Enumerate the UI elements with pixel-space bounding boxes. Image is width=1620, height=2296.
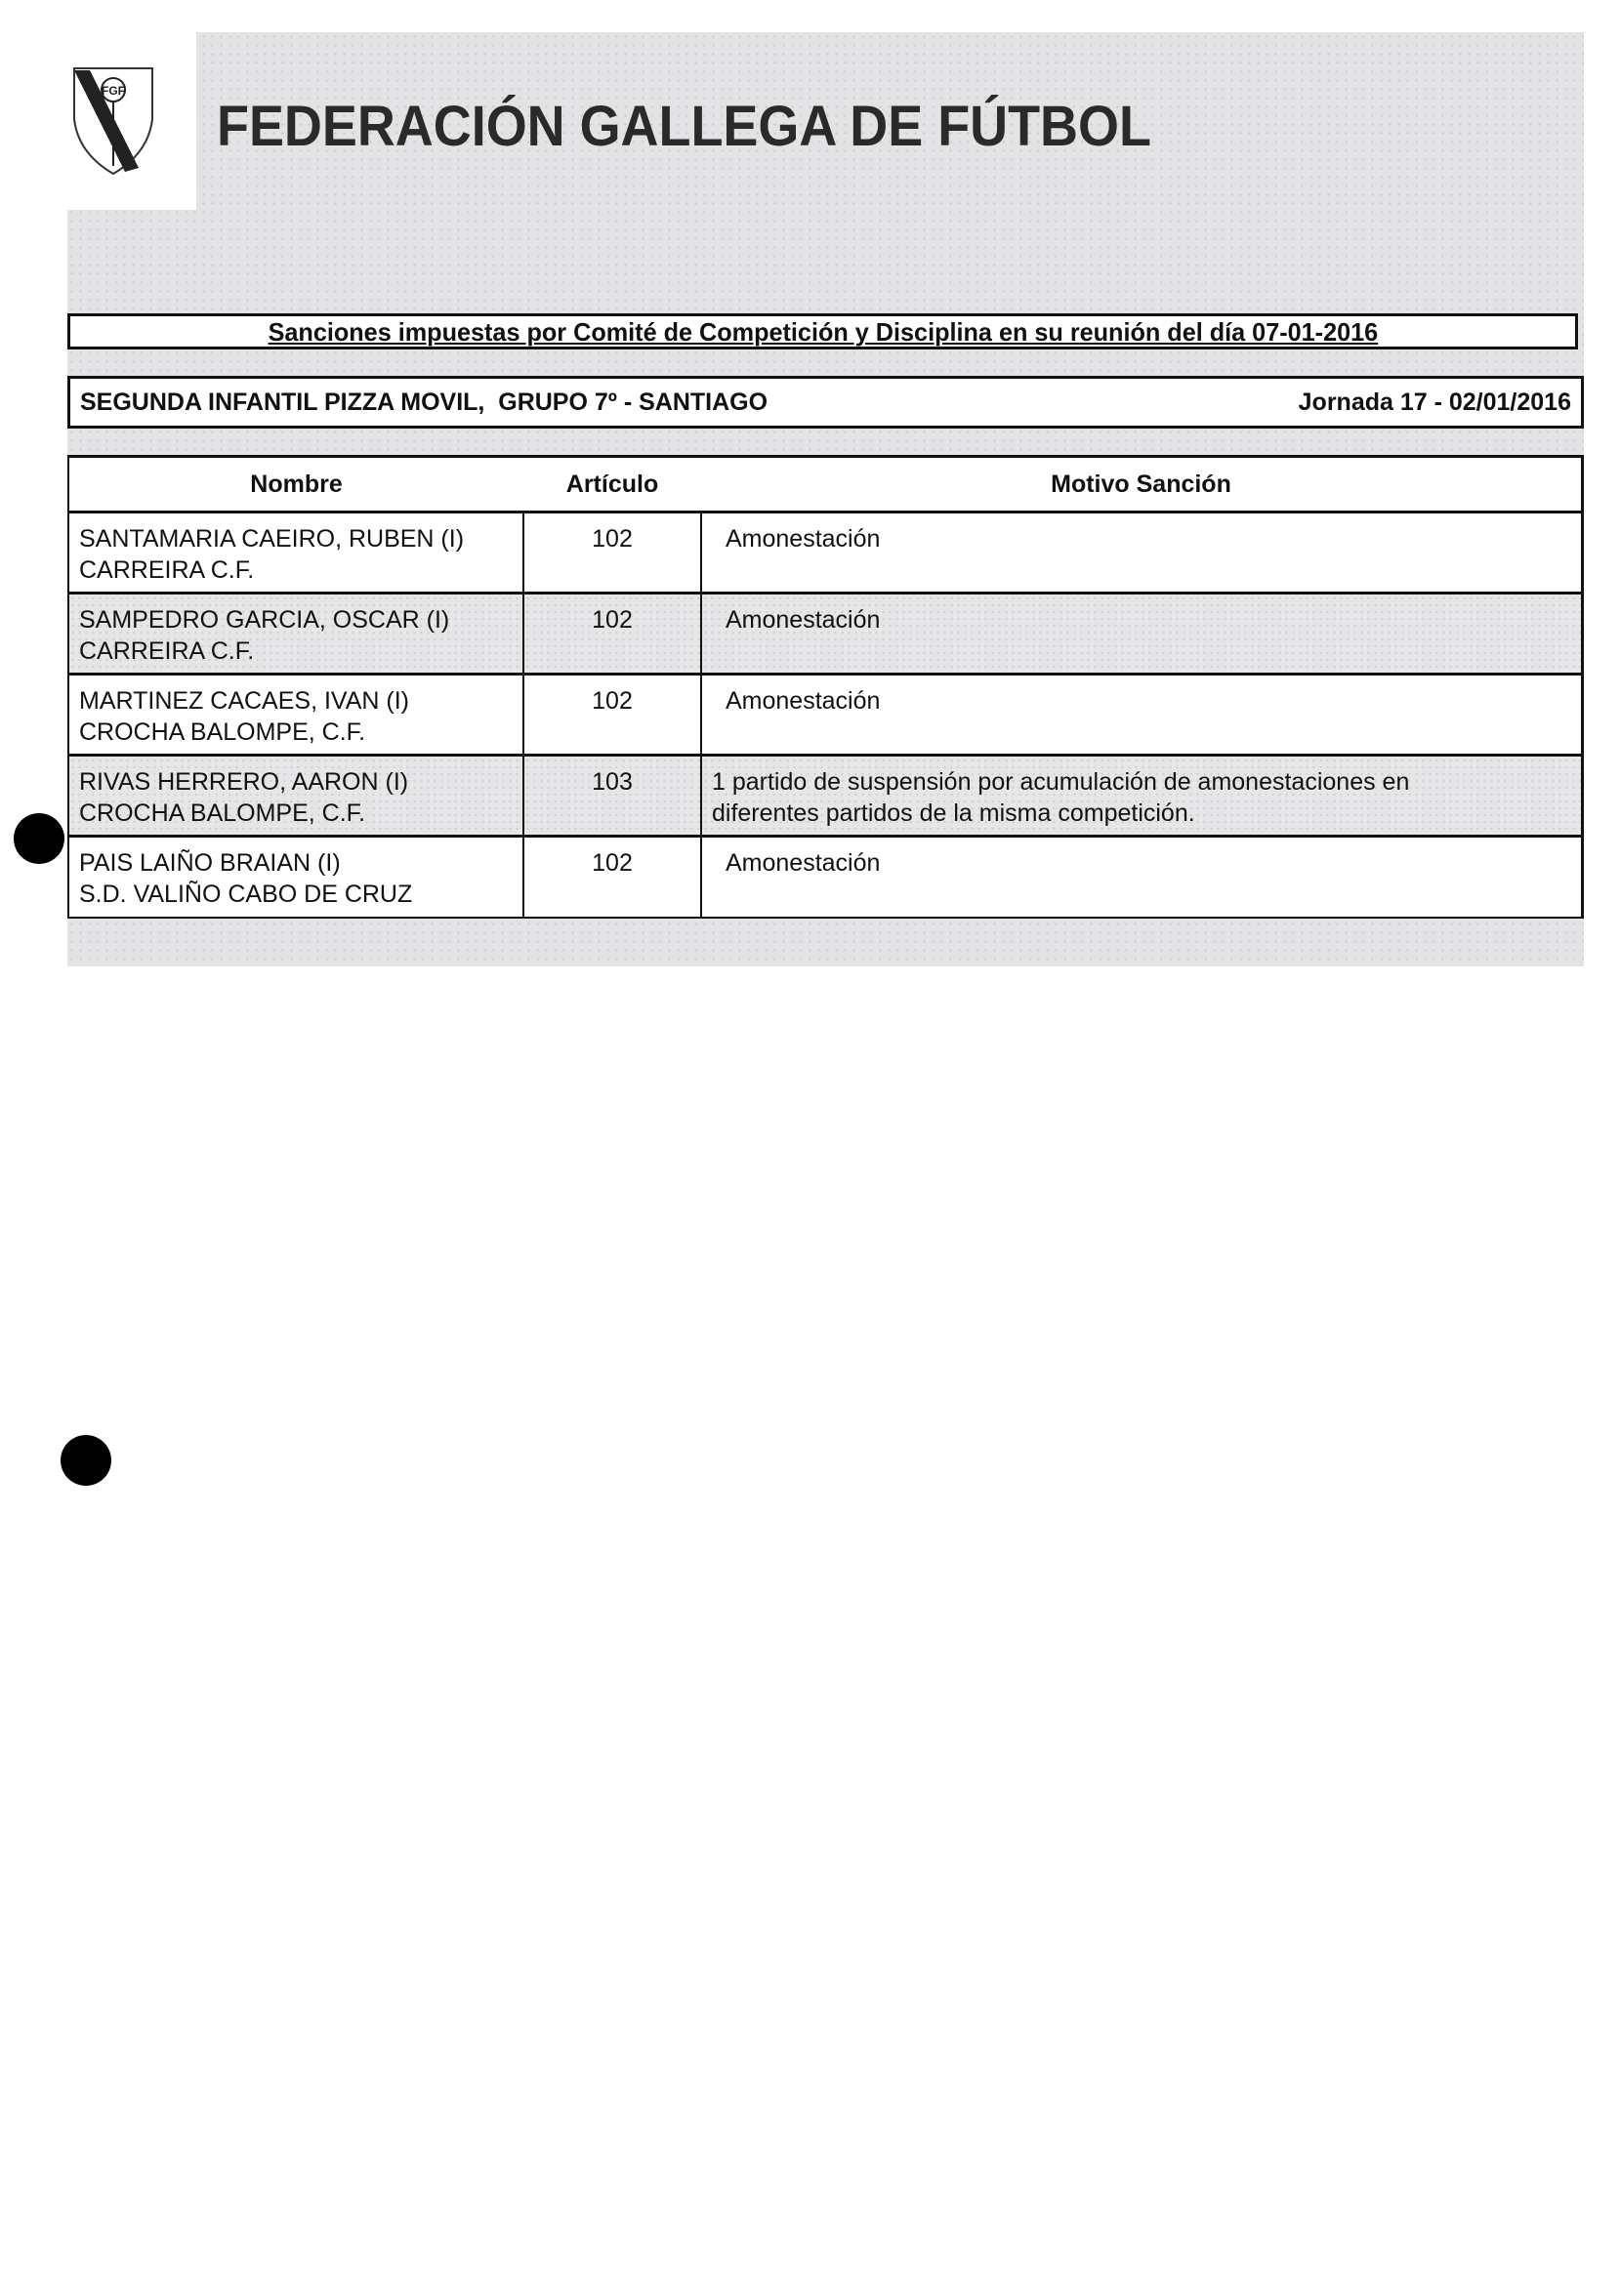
player-cell: [68, 594, 523, 675]
federation-shield-logo: [70, 61, 156, 176]
player-cell: [68, 512, 523, 594]
table-row: [68, 837, 1583, 918]
sanctions-table: [67, 455, 1584, 919]
col-header-article: Artículo: [523, 457, 701, 512]
punch-hole-mark: [61, 1435, 111, 1486]
club-name: CROCHA BALOMPE, C.F.: [79, 718, 366, 746]
player-name: PAIS LAIÑO BRAIAN (I): [79, 849, 341, 877]
reason-cell: 1 partido de suspensión por acumulación de amonestaciones en diferentes partidos de la misma competición.: [701, 756, 1583, 837]
reason-cell: Amonestación: [701, 512, 1583, 594]
club-name: CROCHA BALOMPE, C.F.: [79, 800, 366, 827]
sanctions-title: Sanciones impuestas por Comité de Competición y Disciplina en su reunión del día 07-01-2016: [268, 317, 1378, 347]
logo-text: FGF: [102, 84, 125, 98]
club-name: CARREIRA C.F.: [79, 556, 255, 584]
player-name: RIVAS HERRERO, AARON (I): [79, 768, 409, 796]
reason-cell: Amonestación: [701, 594, 1583, 675]
reason-cell: Amonestación: [701, 675, 1583, 756]
player-cell: [68, 837, 523, 918]
player-name: SANTAMARIA CAEIRO, RUBEN (I): [79, 525, 465, 553]
competition-name: SEGUNDA INFANTIL PIZZA MOVIL, GRUPO 7º - SANTIAGO: [80, 389, 768, 416]
player-name: MARTINEZ CACAES, IVAN (I): [79, 687, 410, 715]
player-cell: [68, 756, 523, 837]
col-header-reason: Motivo Sanción: [701, 457, 1583, 512]
article-cell: 102: [523, 512, 701, 594]
reason-cell: Amonestación: [701, 837, 1583, 918]
punch-hole-mark: [14, 813, 64, 864]
article-cell: 102: [523, 837, 701, 918]
table-row: [68, 756, 1583, 837]
article-cell: 102: [523, 594, 701, 675]
sanctions-title-box: [67, 313, 1578, 349]
player-cell: [68, 675, 523, 756]
table-row: [68, 512, 1583, 594]
round-date: Jornada 17 - 02/01/2016: [1298, 389, 1571, 416]
club-name: CARREIRA C.F.: [79, 637, 255, 665]
competition-bar: [67, 376, 1584, 429]
table-row: [68, 675, 1583, 756]
player-name: SAMPEDRO GARCIA, OSCAR (I): [79, 606, 450, 634]
article-cell: 102: [523, 675, 701, 756]
organization-title: FEDERACIÓN GALLEGA DE FÚTBOL: [217, 95, 1151, 158]
article-cell: 103: [523, 756, 701, 837]
club-name: S.D. VALIÑO CABO DE CRUZ: [79, 881, 413, 908]
col-header-name: Nombre: [68, 457, 523, 512]
table-row: [68, 594, 1583, 675]
